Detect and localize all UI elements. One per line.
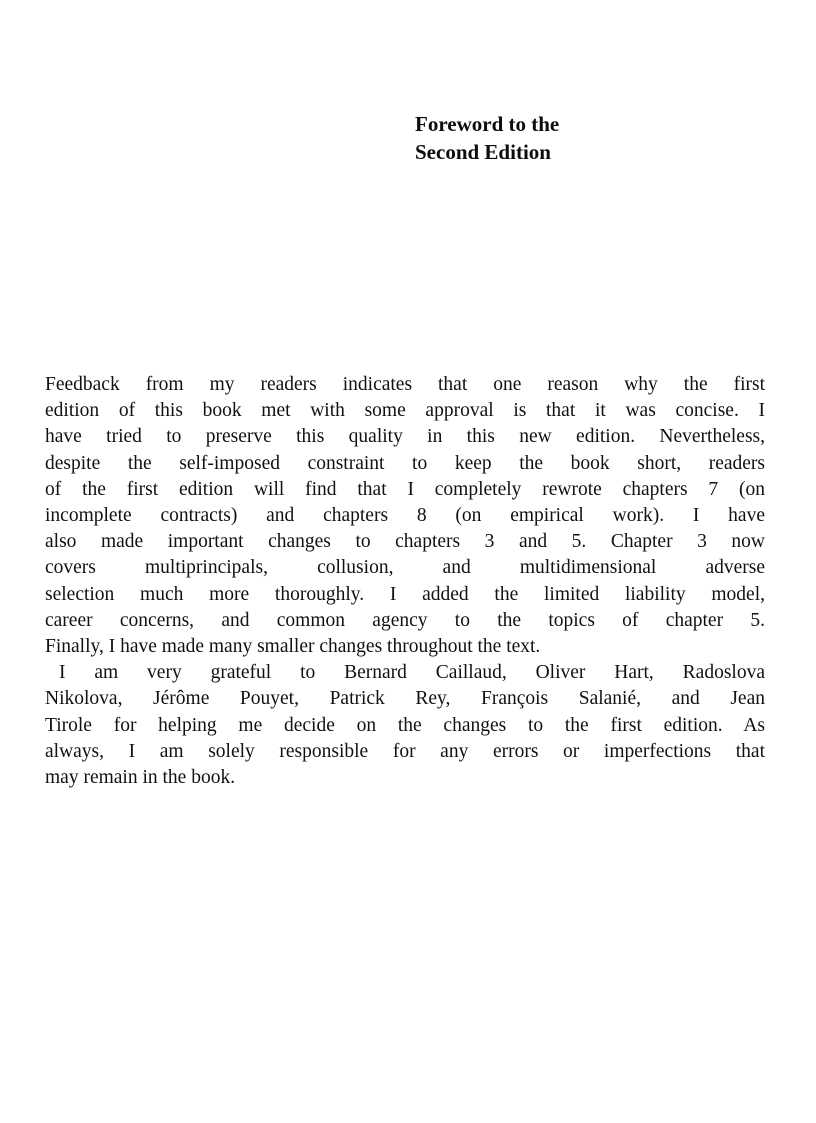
heading-line-2: Second Edition [415,140,551,164]
text-line: I am very grateful to Bernard Caillaud, Oliver Hart, Radoslova [59,662,765,684]
text-line: selection much more thoroughly. I added the limited liability model, [45,583,765,605]
text-line: of the first edition will find that I completely rewrote chapters 7 (on [45,478,765,500]
text-line: incomplete contracts) and chapters 8 (on empirical work). I have [45,505,765,527]
text-line: despite the self-imposed constraint to keep the book short, readers [45,452,765,474]
text-line: edition of this book met with some approval is that it was concise. I [45,400,765,422]
heading-line-1: Foreword to the [415,112,560,136]
text-line: Feedback from my readers indicates that one reason why the first [45,374,765,395]
foreword-body [45,372,765,791]
paragraph-1 [45,372,765,660]
paragraph-2 [45,660,765,791]
text-line: Nikolova, Jérôme Pouyet, Patrick Rey, François Salanié, and Jean [45,688,765,710]
text-line: Finally, I have made many smaller changes throughout the text. [45,636,541,658]
text-line: also made important changes to chapters 3 and 5. Chapter 3 now [45,531,765,553]
section-heading [415,110,559,166]
text-line: covers multiprincipals, collusion, and multidimensional adverse [45,557,765,579]
text-line: may remain in the book. [45,767,236,789]
text-line: have tried to preserve this quality in this new edition. Nevertheless, [45,426,765,448]
text-line: Tirole for helping me decide on the changes to the first edition. As [45,714,765,736]
text-line: always, I am solely responsible for any errors or imperfections that [45,740,765,762]
text-line: career concerns, and common agency to the topics of chapter 5. [45,609,765,631]
